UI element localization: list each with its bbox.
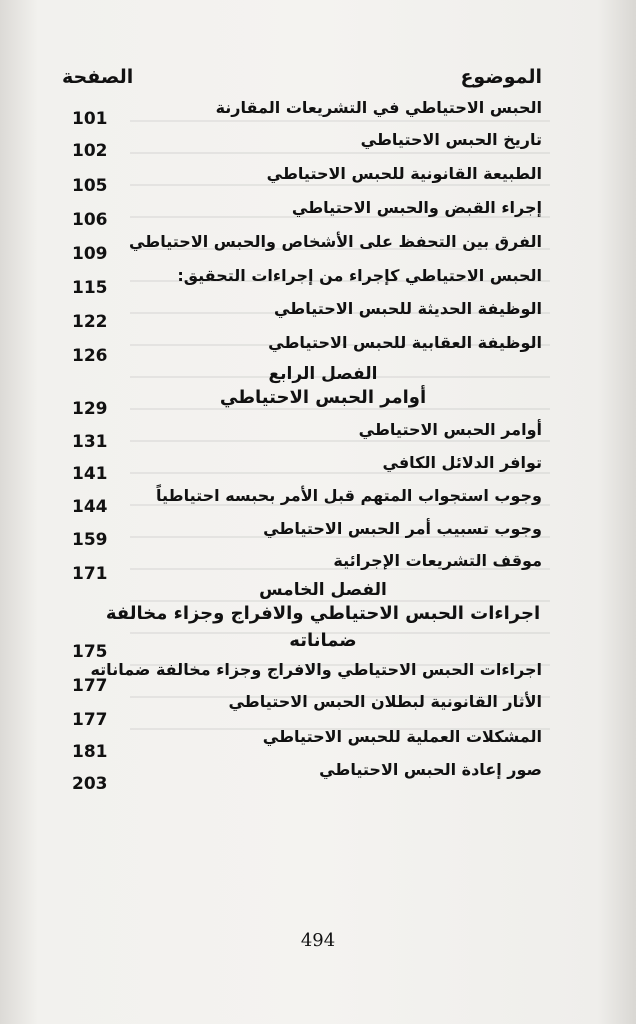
chapter-title-line-1: اجراءات الحبس الاحتياطي والافراج وجزاء مخالفة (105, 603, 541, 624)
toc-entry-page: 105 (72, 176, 108, 196)
toc-entry-title: وجوب استجواب المتهم قبل الأمر بحبسه احتياطياً (155, 486, 542, 505)
toc-entry-page: 181 (72, 742, 108, 762)
chapter-title-line-2: ضماناته (289, 630, 357, 651)
toc-entry-page: 144 (72, 497, 108, 517)
page-number: 494 (300, 930, 336, 951)
toc-entry-title: الحبس الاحتياطي في التشريعات المقارنة (215, 98, 542, 117)
toc-entry-page: 175 (72, 642, 108, 662)
toc-entry-title: الحبس الاحتياطي كإجراء من إجراءات التحقيق: (177, 266, 542, 285)
chapter-label: الفصل الخامس (259, 580, 387, 600)
toc-entry-title: توافر الدلائل الكافي (382, 453, 542, 472)
toc-entry-page: 177 (72, 676, 108, 696)
toc-entry-title: الفرق بين التحفظ على الأشخاص والحبس الاحتياطي (128, 232, 542, 251)
toc-entry-title: موقف التشريعات الإجرائية (333, 551, 542, 570)
toc-entry-page: 159 (72, 530, 108, 550)
chapter-heading (90, 364, 556, 411)
toc-entry-title: صور إعادة الحبس الاحتياطي (319, 760, 542, 779)
toc-entry-title: الأثار القانونية لبطلان الحبس الاحتياطي (228, 692, 542, 711)
toc-entry-page: 171 (72, 564, 108, 584)
toc-entry-title: الوظيفة العقابية للحبس الاحتياطي (268, 333, 542, 352)
toc-entry-page: 101 (72, 109, 108, 129)
toc-entry-page: 129 (72, 399, 108, 419)
toc-entry-title: أوامر الحبس الاحتياطي (358, 420, 542, 439)
toc-entry-page: 106 (72, 210, 108, 230)
toc-entry-title: تاريخ الحبس الاحتياطي (360, 130, 542, 149)
topic-column-header: الموضوع (460, 66, 542, 88)
chapter-label: الفصل الرابع (268, 364, 378, 384)
toc-entry-page: 109 (72, 244, 108, 264)
toc-entry-title: الوظيفة الحديثة للحبس الاحتياطي (273, 299, 542, 318)
toc-entry-page: 131 (72, 432, 108, 452)
chapter-heading (90, 580, 556, 654)
toc-entry-title: اجراءات الحبس الاحتياطي والافراج وجزاء مخالفة ضماناته (90, 660, 542, 679)
toc-entry-page: 122 (72, 312, 108, 332)
chapter-title: أوامر الحبس الاحتياطي (219, 387, 427, 408)
toc-entry-title: المشكلات العملية للحبس الاحتياطي (262, 727, 542, 746)
toc-entry-page: 203 (72, 774, 108, 794)
toc-entry-page: 141 (72, 464, 108, 484)
toc-entry-title: إجراء القبض والحبس الاحتياطي (291, 198, 542, 217)
toc-entry-page: 102 (72, 141, 108, 161)
toc-entry-page: 177 (72, 710, 108, 730)
toc-entry-page: 115 (72, 278, 108, 298)
toc-entry-title: الطبيعة القانونية للحبس الاحتياطي (266, 164, 542, 183)
page-column-header: الصفحة (62, 66, 134, 88)
toc-entry-page: 126 (72, 346, 108, 366)
toc-entry-title: وجوب تسبيب أمر الحبس الاحتياطي (263, 519, 542, 538)
